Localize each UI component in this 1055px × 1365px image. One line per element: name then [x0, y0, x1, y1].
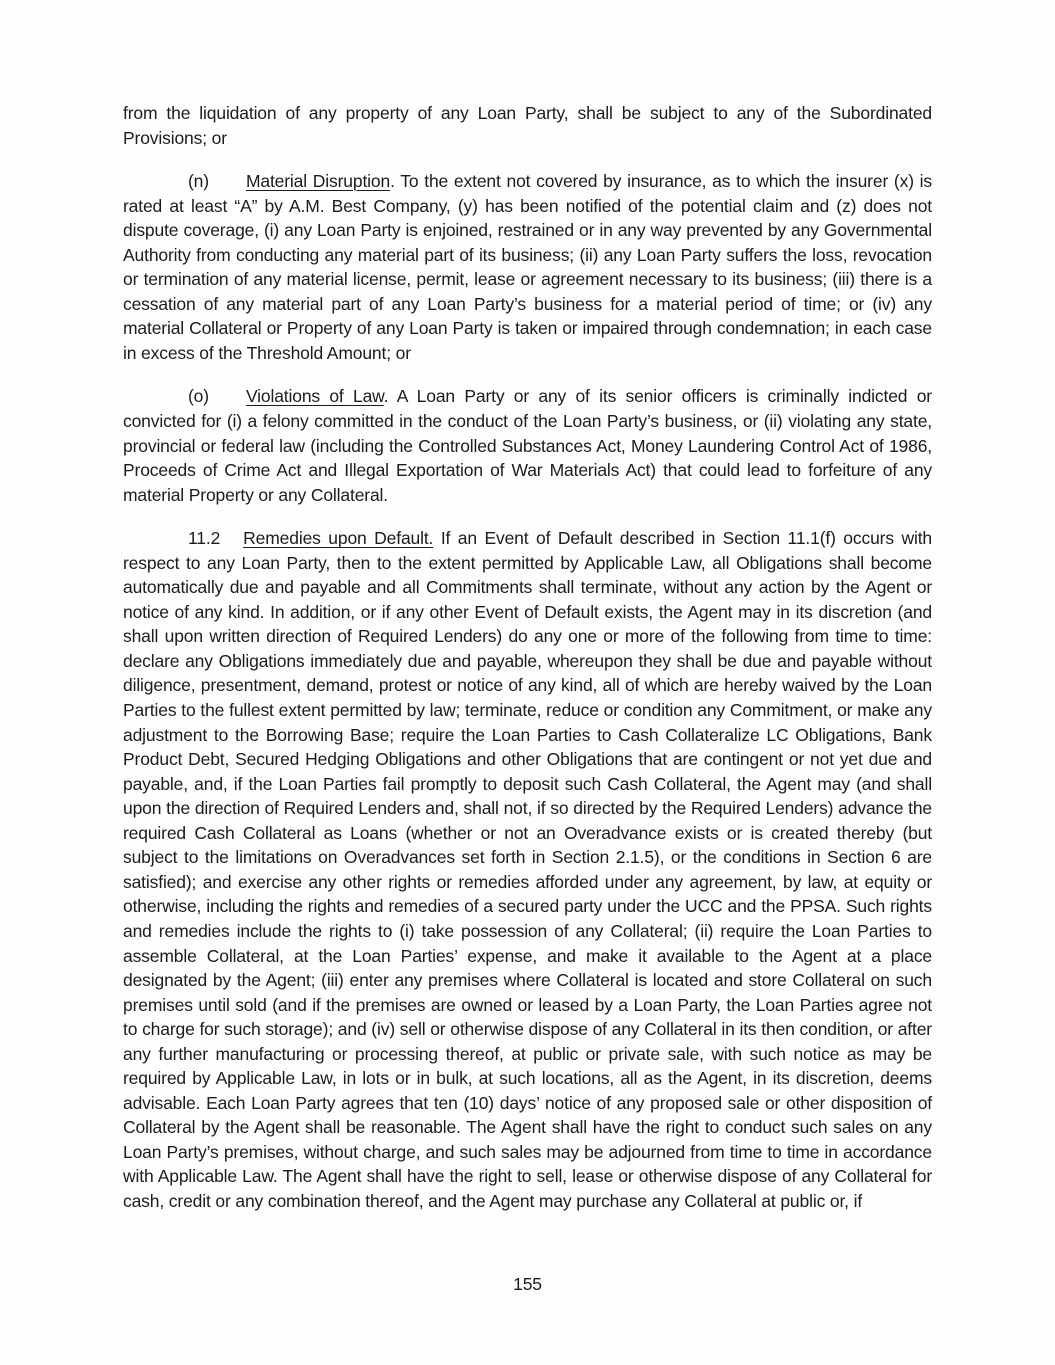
heading-separator: .: [383, 386, 397, 407]
section-11-2-paragraph: [123, 526, 932, 1213]
clause-o-label: (o): [188, 386, 209, 407]
section-body: If an Event of Default described in Section 11.1(f) occurs with respect to any Loan Party, then to the extent permitted by Applicable Law, all Obligations shall become automatically due and payable and all Commitments shall terminate, without any action by the Agent or notice of any kind. In addition, or if any other Event of Default exists, the Agent may in its discretion (and shall upon written direction of Required Lenders) do any one or more of the following from time to time: declare any Obligations immediately due and payable, whereupon they shall be due and payable without diligence, presentment, demand, protest or notice of any kind, all of which are hereby waived by the Loan Parties to the fullest extent permitted by law; terminate, reduce or condition any Commitment, or make any adjustment to the Borrowing Base; require the Loan Parties to Cash Collateralize LC Obligations, Bank Product Debt, Secured Hedging Obligations and other Obligations that are contingent or not yet due and payable, and, if the Loan Parties fail promptly to deposit such Cash Collateral, the Agent may (and shall upon the direction of Required Lenders and, shall not, if so directed by the Required Lenders) advance the required Cash Collateral as Loans (whether or not an Overadvance exists or is created thereby (but subject to the limitations on Overadvances set forth in Section 2.1.5), or the conditions in Section 6 are satisfied); and exercise any other rights or remedies afforded under any agreement, by law, at equity or otherwise, including the rights and remedies of a secured party under the UCC and the PPSA. Such rights and remedies include the rights to (i) take possession of any Collateral; (ii) require the Loan Parties to assemble Collateral, at the Loan Parties’ expense, and make it available to the Agent at a place designated by the Agent; (iii) enter any premises where Collateral is located and store Collateral on such premises until sold (and if the premises are owned or leased by a Loan Party, the Loan Parties agree not to charge for such storage); and (iv) sell or otherwise dispose of any Collateral in its then condition, or after any further manufacturing or processing thereof, at public or private sale, with such notice as may be required by Applicable Law, in lots or in bulk, at such locations, all as the Agent, in its discretion, deems advisable. Each Loan Party agrees that ten (10) days’ notice of any proposed sale or other disposition of Collateral by the Agent shall be reasonable. The Agent shall have the right to conduct such sales on any Loan Party’s premises, without charge, and such sales may be adjourned from time to time in accordance with Applicable Law. The Agent shall have the right to sell, lease or otherwise dispose of any Collateral for cash, credit or any combination thereof, and the Agent may purchase any Collateral at public or, if: [123, 528, 932, 1211]
clause-n-heading: Material Disruption: [245, 171, 391, 192]
section-number: 11.2: [188, 528, 221, 549]
tab-spacer: [209, 401, 246, 402]
clause-n-body: To the extent not covered by insurance, as to which the insurer (x) is rated at least “A” by A.M. Best Company, (y) has been notified of the potential claim and (z) does not dispute coverage, (i) any Loan Party is enjoined, restrained or in any way prevented by any Governmental Authority from conducting any material part of its business; (ii) any Loan Party suffers the loss, revocation or termination of any material license, permit, lease or agreement necessary to its business; (iii) there is a cessation of any material part of any Loan Party’s business for a material period of time; or (iv) any material Collateral or Property of any Loan Party is taken or impaired through condemnation; in each case in excess of the Threshold Amount; or: [123, 171, 933, 363]
tab-spacer: [220, 543, 243, 544]
paragraph-text: from the liquidation of any property of any Loan Party, shall be subject to any of the Subordinated Provisions; or: [123, 103, 932, 148]
section-heading: Remedies upon Default.: [243, 528, 434, 549]
clause-n-label: (n): [188, 171, 209, 192]
clause-o-body: A Loan Party or any of its senior officers is criminally indicted or convicted for (i) a felony committed in the conduct of the Loan Party’s business, or (ii) violating any state, provincial or federal law (including the Controlled Substances Act, Money Laundering Control Act of 1986, Proceeds of Crime Act and Illegal Exportation of War Materials Act) that could lead to forfeiture of any material Property or any Collateral.: [123, 386, 932, 505]
clause-o-heading: Violations of Law: [245, 386, 384, 407]
continuation-paragraph: [123, 101, 932, 150]
clause-o-paragraph: [123, 384, 932, 507]
heading-separator: .: [390, 171, 401, 192]
clause-n-paragraph: [123, 169, 932, 365]
page-number: 155: [513, 1274, 542, 1294]
heading-separator: [433, 528, 441, 548]
tab-spacer: [209, 186, 246, 187]
